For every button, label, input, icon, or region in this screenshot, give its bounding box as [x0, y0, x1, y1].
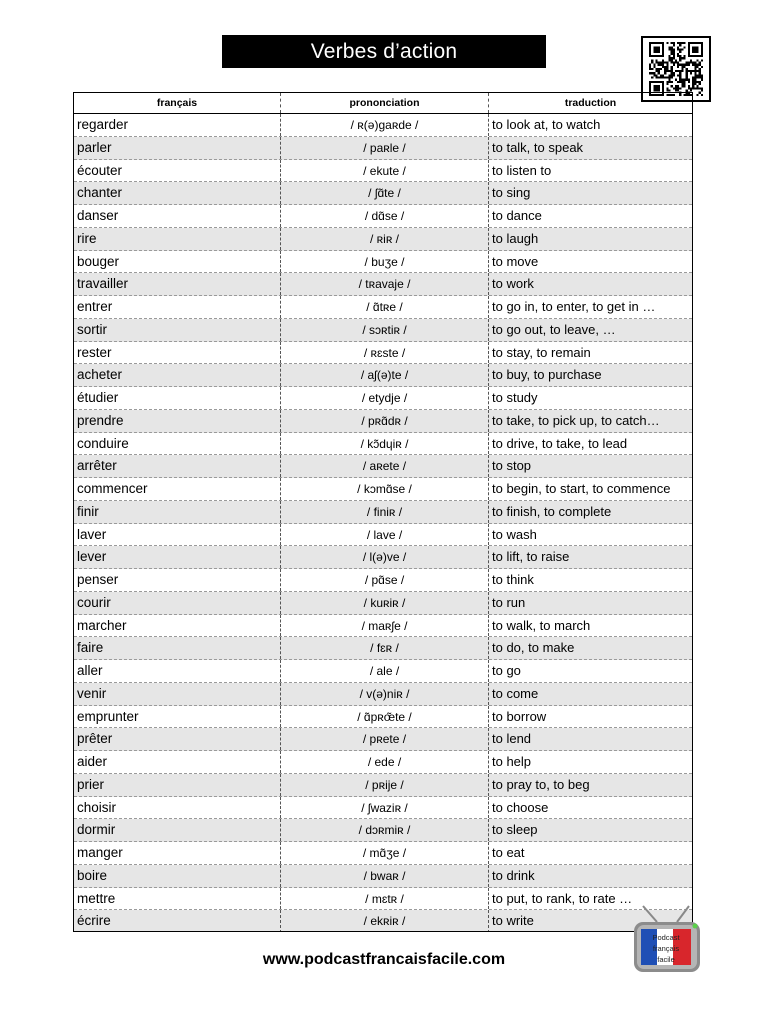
french-word: marcher [77, 617, 127, 633]
pronunciation: / aʃ(ə)te / [280, 364, 489, 386]
french-word: bouger [77, 253, 120, 269]
pronunciation: / bwaʀ / [280, 865, 489, 887]
translation: to put, to rank, to rate … [492, 890, 633, 906]
table-row [74, 319, 692, 342]
pronunciation: / kuʀiʀ / [280, 592, 489, 614]
french-word: prendre [77, 412, 124, 428]
french-word: rire [77, 230, 97, 246]
french-word: manger [77, 845, 123, 860]
french-word: prier [77, 776, 105, 792]
pronunciation: / tʀavaje / [280, 273, 489, 295]
french-word: arrêter [77, 458, 117, 474]
pronunciation: / ʃwaziʀ / [280, 797, 489, 819]
translation: to talk, to speak [492, 139, 584, 155]
tv-logo-icon [631, 902, 703, 974]
logo-text-1: Podcast [652, 933, 680, 942]
french-word: chanter [77, 185, 123, 201]
translation: to choose [492, 799, 549, 815]
table-row [74, 228, 692, 251]
translation: to borrow [492, 708, 547, 724]
pronunciation: / buʒe / [280, 251, 489, 273]
table-row [74, 501, 692, 524]
translation: to buy, to purchase [492, 367, 602, 383]
french-word: emprunter [77, 708, 139, 724]
pronunciation: / ʀ(ə)gaʀde / [280, 114, 489, 136]
table-row [74, 433, 692, 456]
table-row [74, 205, 692, 228]
table-row [74, 819, 692, 842]
french-word: commencer [77, 481, 148, 496]
french-word: rester [77, 344, 112, 360]
table-row [74, 888, 692, 911]
translation: to take, to pick up, to catch… [492, 412, 660, 428]
pronunciation: / v(ə)niʀ / [280, 683, 489, 705]
pronunciation: / kɔmɑ̃se / [280, 478, 489, 500]
translation: to drink [492, 867, 535, 883]
translation: to work [492, 276, 534, 292]
table-row [74, 865, 692, 888]
pronunciation: / sɔʀtiʀ / [280, 319, 489, 341]
translation: to pray to, to beg [492, 776, 590, 792]
header-pronunciation: prononciation [280, 93, 489, 113]
table-row [74, 615, 692, 638]
french-word: venir [77, 685, 107, 701]
table-body [74, 114, 692, 932]
table-row [74, 637, 692, 660]
pronunciation: / ede / [280, 751, 489, 773]
french-word: lever [77, 549, 107, 565]
website-link[interactable]: www.podcastfrancaisfacile.com [262, 951, 506, 968]
translation: to do, to make [492, 640, 575, 656]
pronunciation: / pʀije / [280, 774, 489, 796]
translation: to dance [492, 208, 542, 223]
pronunciation: / kɔ̃dɥiʀ / [280, 433, 489, 455]
translation: to think [492, 572, 534, 587]
translation: to finish, to complete [492, 503, 612, 519]
table-row [74, 910, 692, 932]
pronunciation: / fɛʀ / [280, 637, 489, 659]
french-word: aider [77, 754, 108, 769]
french-word: penser [77, 572, 119, 587]
table-row [74, 842, 692, 865]
logo-text-3: facile [657, 955, 675, 964]
table-row [74, 524, 692, 547]
french-word: écrire [77, 913, 111, 929]
pronunciation: / aʀete / [280, 455, 489, 477]
pronunciation: / finiʀ / [280, 501, 489, 523]
translation: to go out, to leave, … [492, 321, 616, 337]
table-row [74, 296, 692, 319]
french-word: courir [77, 594, 111, 610]
table-row [74, 569, 692, 592]
french-word: laver [77, 526, 107, 542]
table-row [74, 114, 692, 137]
translation: to walk, to march [492, 617, 591, 633]
pronunciation: / ekʀiʀ / [280, 910, 489, 932]
french-word: entrer [77, 299, 113, 314]
translation: to look at, to watch [492, 117, 601, 132]
translation: to listen to [492, 162, 552, 178]
french-word: travailler [77, 276, 129, 292]
french-word: aller [77, 663, 103, 678]
pronunciation: / mɛtʀ / [280, 888, 489, 910]
pronunciation: / pɑ̃se / [280, 569, 489, 591]
pronunciation: / etydje / [280, 387, 489, 409]
french-word: regarder [77, 117, 129, 132]
header-french: français [156, 97, 198, 109]
french-word: faire [77, 640, 104, 656]
translation: to begin, to start, to commence [492, 481, 671, 496]
translation: to drive, to take, to lead [492, 435, 628, 451]
french-word: finir [77, 503, 99, 519]
pronunciation: / ekute / [280, 160, 489, 182]
table-row [74, 410, 692, 433]
table-row [74, 546, 692, 569]
translation: to study [492, 390, 538, 405]
pronunciation: / ʃɑ̃te / [280, 182, 489, 204]
pronunciation: / pʀɑ̃dʀ / [280, 410, 489, 432]
pronunciation: / paʀle / [280, 137, 489, 159]
translation: to go in, to enter, to get in … [492, 299, 656, 314]
pronunciation: / ʀiʀ / [280, 228, 489, 250]
table-row [74, 683, 692, 706]
header-translation: traduction [564, 97, 617, 109]
translation: to help [492, 754, 532, 769]
translation: to write [492, 913, 534, 929]
french-word: boire [77, 867, 108, 883]
pronunciation: / ale / [280, 660, 489, 682]
pronunciation: / dɑ̃se / [280, 205, 489, 227]
french-word: mettre [77, 890, 116, 906]
table-row [74, 592, 692, 615]
pronunciation: / ʀɛste / [280, 342, 489, 364]
table-row [74, 387, 692, 410]
translation: to run [492, 594, 526, 610]
translation: to sing [492, 185, 531, 201]
pronunciation: / mɑ̃ʒe / [280, 842, 489, 864]
french-word: danser [77, 208, 119, 223]
table-row [74, 478, 692, 501]
pronunciation: / maʀʃe / [280, 615, 489, 637]
translation: to lift, to raise [492, 549, 570, 565]
table-row [74, 251, 692, 274]
french-word: acheter [77, 367, 123, 383]
translation: to sleep [492, 822, 538, 838]
translation: to move [492, 253, 539, 269]
table-row [74, 182, 692, 205]
french-word: prêter [77, 731, 113, 747]
pronunciation: / dɔʀmiʀ / [280, 819, 489, 841]
table-row [74, 797, 692, 820]
translation: to laugh [492, 230, 539, 246]
french-word: conduire [77, 435, 129, 451]
table-row [74, 774, 692, 797]
pronunciation: / pʀete / [280, 728, 489, 750]
translation: to eat [492, 845, 525, 860]
french-word: parler [77, 139, 112, 155]
table-row [74, 342, 692, 365]
table-row [74, 706, 692, 729]
french-word: choisir [77, 799, 117, 815]
page-title: Verbes d’action [222, 35, 546, 68]
french-word: étudier [77, 390, 119, 405]
vocabulary-table [73, 92, 693, 932]
table-row [74, 160, 692, 183]
french-word: dormir [77, 822, 116, 838]
translation: to stay, to remain [492, 344, 591, 360]
pronunciation: / l(ə)ve / [280, 546, 489, 568]
table-row [74, 137, 692, 160]
table-header [74, 93, 692, 114]
table-row [74, 751, 692, 774]
table-row [74, 728, 692, 751]
table-row [74, 364, 692, 387]
translation: to wash [492, 526, 537, 542]
table-row [74, 455, 692, 478]
pronunciation: / ɑ̃pʀœ̃te / [280, 706, 489, 728]
pronunciation: / ɑ̃tʀe / [280, 296, 489, 318]
french-word: écouter [77, 162, 123, 178]
translation: to lend [492, 731, 532, 747]
table-row [74, 660, 692, 683]
translation: to go [492, 663, 521, 678]
table-row [74, 273, 692, 296]
translation: to come [492, 685, 539, 701]
logo-text-2: français [652, 944, 680, 953]
french-word: sortir [77, 321, 107, 337]
pronunciation: / lave / [280, 524, 489, 546]
translation: to stop [492, 458, 532, 474]
